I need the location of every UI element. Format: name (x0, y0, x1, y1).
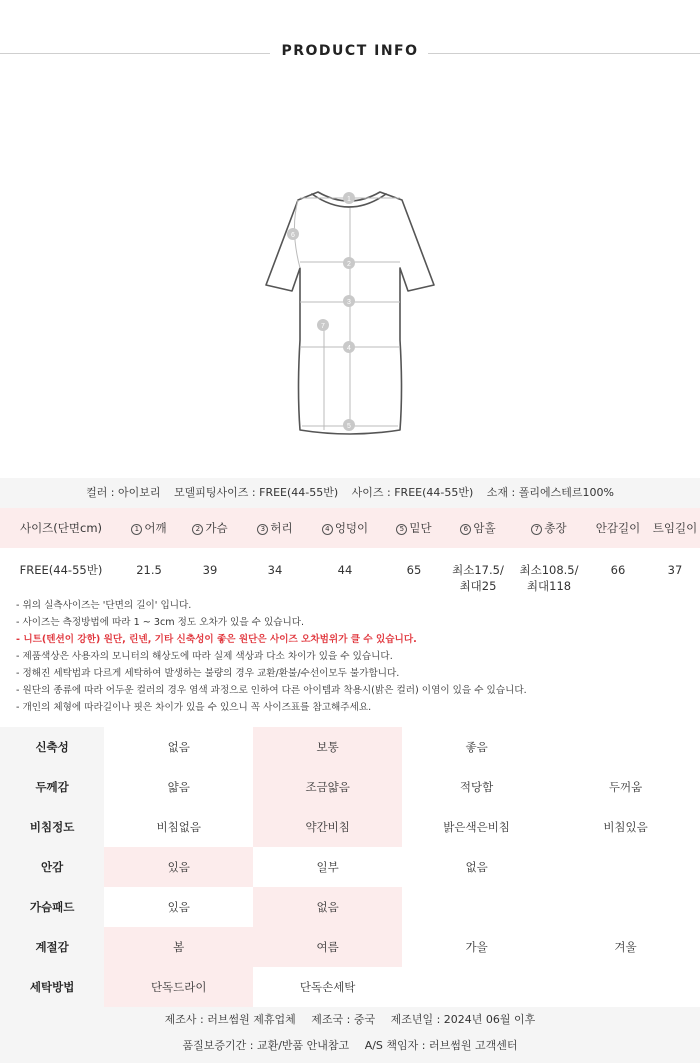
property-option-selected: 단독드라이 (104, 967, 253, 1007)
manufacturer: 제조사 : 러브썸원 제휴업체 (164, 1013, 296, 1026)
measure-number-icon: 3 (257, 524, 268, 535)
note-warning: - 니트(텐션이 강한) 원단, 린넨, 기타 신축성이 좋은 원단은 사이즈 오차범위가 클 수 있습니다. (16, 634, 417, 645)
size-header-3 (244, 520, 306, 536)
size-cell: 최소17.5/ 최대25 (452, 563, 504, 593)
property-label: 신축성 (0, 727, 104, 767)
property-row (0, 807, 700, 847)
note-item: - 사이즈는 측정방법에 따라 1 ~ 3cm 정도 오차가 있을 수 있습니다. (16, 617, 305, 628)
property-option-selected: 약간비침 (253, 807, 402, 847)
fabric-properties-table (0, 727, 700, 1007)
property-option: 단독손세탁 (299, 980, 356, 994)
svg-text:2: 2 (347, 261, 351, 268)
title-divider-right (428, 53, 700, 54)
section-title-row (0, 40, 700, 66)
note-item: - 제품색상은 사용자의 모니터의 해상도에 따라 실제 색상과 다소 차이가 있을 수 있습니다. (16, 651, 393, 662)
property-label: 비침정도 (0, 807, 104, 847)
size-header-9 (650, 520, 700, 536)
property-option: 비침있음 (603, 820, 648, 834)
property-option-selected: 여름 (253, 927, 402, 967)
svg-text:5: 5 (347, 423, 351, 430)
size-cell: 44 (337, 563, 353, 577)
property-option-selected: 봄 (104, 927, 253, 967)
diagram-marker-7 (317, 319, 329, 331)
property-option (551, 727, 700, 767)
product-summary-bar (0, 478, 700, 508)
size-cell: 66 (610, 563, 626, 577)
summary-size: 사이즈 : FREE(44-55반) (351, 486, 474, 499)
warranty-period: 품질보증기간 : 교환/반품 안내참고 (182, 1039, 350, 1052)
manufacturer-info (0, 1007, 700, 1063)
property-row (0, 887, 700, 927)
summary-material: 소재 : 폴리에스테르100% (486, 486, 614, 499)
property-option: 얇음 (167, 780, 190, 794)
size-cell: FREE(44-55반) (19, 563, 103, 577)
as-contact: A/S 책임자 : 러브썸원 고객센터 (364, 1039, 518, 1052)
svg-text:1: 1 (347, 196, 351, 203)
size-cell: 34 (267, 563, 283, 577)
dress-measurement-diagram (250, 180, 450, 440)
note-item: - 개인의 체형에 따라길이나 핏은 차이가 있을 수 있으니 꼭 사이즈표를 참고해주세요. (16, 702, 372, 713)
diagram-marker-2 (343, 257, 355, 269)
measure-number-icon: 6 (460, 524, 471, 535)
size-header-label: 허리 (270, 521, 293, 535)
diagram-marker-3 (343, 295, 355, 307)
property-option (402, 967, 551, 1007)
property-option (402, 887, 551, 927)
property-option: 있음 (167, 900, 190, 914)
property-option-selected: 보통 (253, 727, 402, 767)
size-header-6 (444, 520, 512, 536)
property-option: 없음 (465, 860, 488, 874)
size-cell: 최소108.5/ 최대118 (519, 563, 579, 593)
size-header-label: 암홀 (473, 521, 496, 535)
manufacturer-row (0, 1007, 700, 1033)
property-option: 없음 (167, 740, 190, 754)
svg-text:7: 7 (321, 323, 325, 330)
property-option: 밝은색은비침 (443, 820, 510, 834)
property-label: 두께감 (0, 767, 104, 807)
property-row (0, 967, 700, 1007)
diagram-marker-5 (343, 419, 355, 431)
svg-text:6: 6 (291, 232, 295, 239)
property-row (0, 847, 700, 887)
size-header-label: 트임길이 (652, 521, 698, 535)
diagram-markers (287, 192, 355, 431)
size-cell: 37 (667, 563, 683, 577)
property-option-selected: 조금얇음 (253, 767, 402, 807)
property-option: 일부 (316, 860, 339, 874)
measure-number-icon: 2 (192, 524, 203, 535)
property-option: 좋음 (465, 740, 488, 754)
size-notes (16, 597, 686, 716)
country-of-origin: 제조국 : 중국 (311, 1013, 376, 1026)
property-option (551, 967, 700, 1007)
property-label: 안감 (0, 847, 104, 887)
section-title: PRODUCT INFO (281, 43, 419, 59)
size-header-5 (384, 520, 444, 536)
svg-text:4: 4 (347, 345, 351, 352)
size-header-label: 밑단 (409, 521, 432, 535)
property-row (0, 727, 700, 767)
property-label: 가슴패드 (0, 887, 104, 927)
size-header-7 (512, 520, 586, 536)
property-option (551, 887, 700, 927)
summary-color: 컬러 : 아이보리 (86, 486, 161, 499)
size-header-label: 총장 (544, 521, 567, 535)
property-option: 가을 (465, 940, 488, 954)
measure-number-icon: 7 (531, 524, 542, 535)
property-option: 겨울 (614, 940, 637, 954)
diagram-marker-6 (287, 228, 299, 240)
size-header-1 (122, 520, 176, 536)
property-row (0, 927, 700, 967)
size-header-0 (0, 520, 122, 536)
property-option: 비침없음 (156, 820, 201, 834)
note-item: - 정해진 세탁법과 다르게 세탁하여 발생하는 불량의 경우 교환/환불/수선이모두 불가합니다. (16, 668, 400, 679)
size-header-label: 사이즈(단면cm) (19, 521, 103, 535)
size-cell: 21.5 (136, 563, 162, 577)
measure-number-icon: 5 (396, 524, 407, 535)
diagram-marker-1 (343, 192, 355, 204)
manufacture-date: 제조년일 : 2024년 06월 이후 (390, 1013, 536, 1026)
size-header-2 (176, 520, 244, 536)
size-header-8 (586, 520, 650, 536)
property-option: 적당함 (459, 780, 494, 794)
property-row (0, 767, 700, 807)
diagram-marker-4 (343, 341, 355, 353)
warranty-row (0, 1033, 700, 1059)
size-header-label: 엉덩이 (334, 521, 369, 535)
size-header-4 (306, 520, 384, 536)
size-header-label: 안감길이 (595, 521, 641, 535)
size-cell: 65 (406, 563, 422, 577)
size-table-header (0, 508, 700, 548)
size-header-label: 어깨 (144, 521, 167, 535)
size-header-label: 가슴 (205, 521, 228, 535)
property-option: 두꺼움 (608, 780, 643, 794)
note-item: - 위의 실측사이즈는 '단면의 길이' 입니다. (16, 600, 192, 611)
property-option-selected: 있음 (104, 847, 253, 887)
note-item: - 원단의 종류에 따라 어두운 컬러의 경우 염색 과정으로 인하여 다른 아이템과 착용시(밝은 컬러) 이염이 있을 수 있습니다. (16, 685, 527, 696)
measure-number-icon: 4 (322, 524, 333, 535)
measure-number-icon: 1 (131, 524, 142, 535)
svg-text:3: 3 (347, 299, 351, 306)
property-label: 계절감 (0, 927, 104, 967)
property-label: 세탁방법 (0, 967, 104, 1007)
property-option (551, 847, 700, 887)
size-cell: 39 (202, 563, 218, 577)
property-option-selected: 없음 (253, 887, 402, 927)
summary-model-size: 모델피팅사이즈 : FREE(44-55반) (174, 486, 339, 499)
